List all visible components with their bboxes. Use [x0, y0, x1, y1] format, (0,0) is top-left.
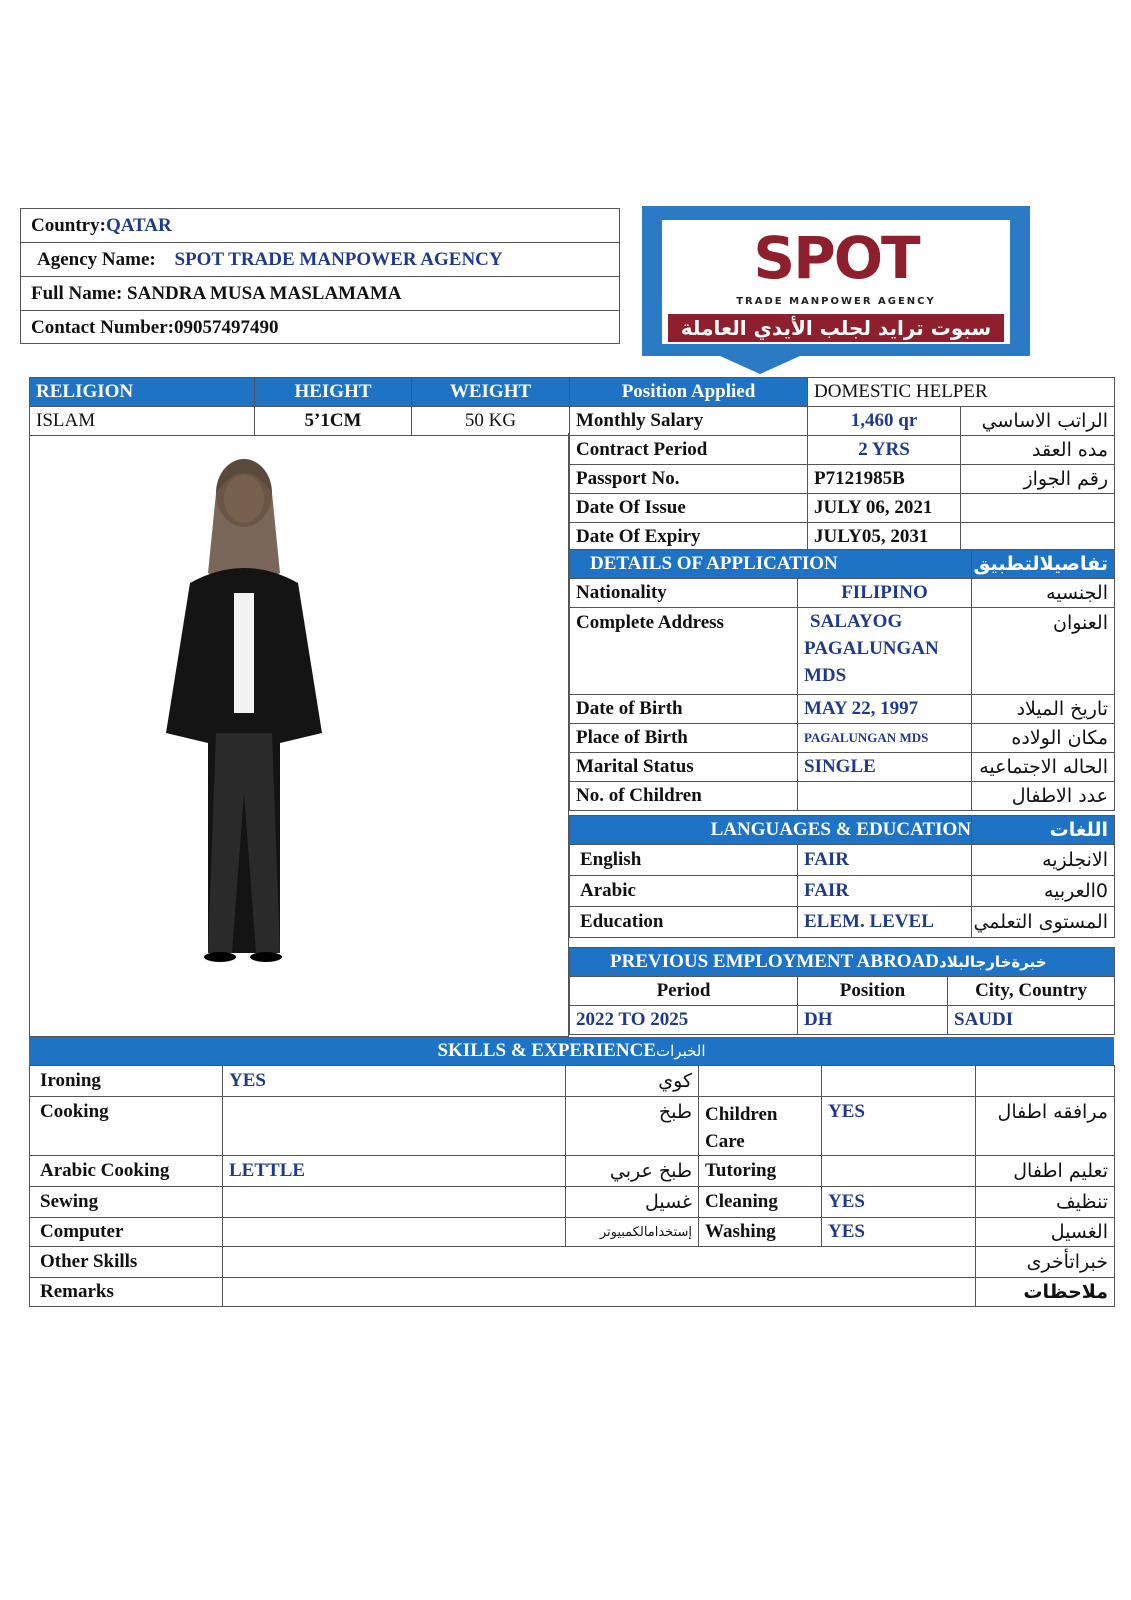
expiry-value: JULY05, 2031	[808, 523, 961, 552]
position-value-emp: DH	[798, 1006, 948, 1035]
salary-value: 1,460 qr	[808, 407, 961, 436]
salary-label: Monthly Salary	[570, 407, 808, 436]
period-header: Period	[570, 977, 798, 1006]
application-title: DETAILS OF APPLICATION	[570, 550, 972, 579]
nationality-ar: الجنسيه	[972, 579, 1115, 608]
passport-value: P7121985B	[808, 465, 961, 494]
sewing-label: Sewing	[30, 1187, 223, 1218]
period-value: 2022 TO 2025	[570, 1006, 798, 1035]
english-value: FAIR	[798, 845, 972, 876]
issue-value: JULY 06, 2021	[808, 494, 961, 523]
position-header: Position	[798, 977, 948, 1006]
applicant-photo	[30, 433, 570, 1033]
children-label: No. of Children	[570, 782, 798, 811]
employment-title-ar: خبرةخارجالبلاد	[939, 953, 1047, 971]
height-value: 5’1CM	[255, 407, 412, 436]
computer-label: Computer	[30, 1218, 223, 1247]
children-ar: عدد الاطفال	[972, 782, 1115, 811]
issue-ar	[961, 494, 1115, 523]
other-skills-label: Other Skills	[30, 1247, 223, 1278]
weight-value: 50 KG	[412, 407, 570, 436]
childcare-line-1: Children	[705, 1104, 778, 1125]
arabic-cooking-ar: طبخ عربي	[566, 1156, 699, 1187]
ironing-label: Ironing	[30, 1066, 223, 1097]
city-header: City, Country	[948, 977, 1115, 1006]
empty-cell	[699, 1066, 822, 1097]
languages-table	[569, 815, 1115, 938]
city-value: SAUDI	[948, 1006, 1115, 1035]
logo-tagline: TRADE MANPOWER AGENCY	[736, 296, 936, 307]
arabic-cooking-value: LETTLE	[223, 1156, 566, 1187]
country-value: QATAR	[105, 215, 172, 236]
logo-inner	[662, 220, 1010, 344]
education-ar: المستوى التعلمي	[972, 907, 1115, 938]
empty-cell	[822, 1066, 976, 1097]
issue-label: Date Of Issue	[570, 494, 808, 523]
height-header: HEIGHT	[255, 378, 412, 407]
employment-title-en: PREVIOUS EMPLOYMENT ABROAD	[610, 951, 940, 972]
arabic-ar: 0العربيه	[972, 876, 1115, 907]
weight-header: WEIGHT	[412, 378, 570, 407]
agency-value: SPOT TRADE MANPOWER AGENCY	[174, 249, 503, 270]
childcare-ar: مرافقه اطفال	[976, 1097, 1115, 1156]
religion-header: RELIGION	[30, 378, 255, 407]
photo-area	[29, 433, 569, 1037]
arabic-label: Arabic	[570, 876, 798, 907]
tutoring-label: Tutoring	[699, 1156, 822, 1187]
ironing-ar: كوي	[566, 1066, 699, 1097]
country-row	[21, 209, 619, 243]
childcare-label	[699, 1097, 822, 1156]
children-value	[798, 782, 972, 811]
english-ar: الانجلزيه	[972, 845, 1115, 876]
agency-row	[21, 243, 619, 277]
contract-value: 2 YRS	[808, 436, 961, 465]
marital-ar: الحاله الاجتماعيه	[972, 753, 1115, 782]
pob-ar: مكان الولاده	[972, 724, 1115, 753]
languages-title-ar: اللغات	[972, 816, 1115, 845]
cleaning-label: Cleaning	[699, 1187, 822, 1218]
skills-table	[29, 1065, 1115, 1307]
skills-header	[29, 1037, 1114, 1065]
computer-ar: إستخدامالكمبيوتر	[566, 1218, 699, 1247]
employment-title	[570, 948, 1115, 977]
dob-label: Date of Birth	[570, 695, 798, 724]
empty-cell	[976, 1066, 1115, 1097]
marital-value: SINGLE	[798, 753, 972, 782]
passport-label: Passport No.	[570, 465, 808, 494]
application-title-ar: تفاصيلالتطبيق	[972, 550, 1115, 579]
logo-brand: SPOT	[753, 224, 919, 292]
cooking-value	[223, 1097, 566, 1156]
cleaning-value: YES	[822, 1187, 976, 1218]
washing-value: YES	[822, 1218, 976, 1247]
address-line-2: PAGALUNGAN	[804, 638, 939, 659]
arabic-value: FAIR	[798, 876, 972, 907]
pob-label: Place of Birth	[570, 724, 798, 753]
arabic-cooking-label: Arabic Cooking	[30, 1156, 223, 1187]
other-skills-value	[223, 1247, 976, 1278]
country-label: Country:	[31, 215, 106, 236]
logo-pointer	[720, 356, 800, 374]
skills-title: SKILLS & EXPERIENCE	[437, 1040, 657, 1061]
pob-value: PAGALUNGAN MDS	[798, 724, 972, 753]
remarks-ar: ملاحظات	[976, 1278, 1115, 1307]
logo-arabic: سبوت ترايد لجلب الأيدي العاملة	[668, 314, 1004, 342]
agency-label: Agency Name:	[37, 249, 156, 270]
marital-label: Marital Status	[570, 753, 798, 782]
education-label: Education	[570, 907, 798, 938]
header-info-box	[20, 208, 620, 344]
remarks-label: Remarks	[30, 1278, 223, 1307]
languages-header	[570, 816, 1115, 845]
dob-value: MAY 22, 1997	[798, 695, 972, 724]
nationality-label: Nationality	[570, 579, 798, 608]
address-line-3: MDS	[804, 665, 847, 686]
tutoring-value	[822, 1156, 976, 1187]
other-skills-ar: خبراتأخرى	[976, 1247, 1115, 1278]
expiry-label: Date Of Expiry	[570, 523, 808, 552]
full-name-row: Full Name: SANDRA MUSA MASLAMAMA	[21, 277, 619, 311]
education-value: ELEM. LEVEL	[798, 907, 972, 938]
employment-table	[569, 947, 1115, 1035]
childcare-value: YES	[822, 1097, 976, 1156]
computer-value	[223, 1218, 566, 1247]
washing-label: Washing	[699, 1218, 822, 1247]
address-line-1: SALAYOG	[810, 611, 903, 632]
contract-ar: مده العقد	[961, 436, 1115, 465]
languages-title: LANGUAGES & EDUCATION	[570, 816, 972, 845]
ironing-value: YES	[223, 1066, 566, 1097]
english-label: English	[570, 845, 798, 876]
employment-header	[570, 948, 1115, 977]
expiry-ar	[961, 523, 1115, 552]
cooking-ar: طبخ	[566, 1097, 699, 1156]
address-label: Complete Address	[570, 608, 798, 695]
physical-table	[29, 377, 570, 436]
childcare-line-2: Care	[705, 1131, 745, 1152]
application-table	[569, 549, 1115, 811]
nationality-value: FILIPINO	[798, 579, 972, 608]
position-table	[569, 377, 1115, 552]
dob-ar: تاريخ الميلاد	[972, 695, 1115, 724]
cleaning-ar: تنظيف	[976, 1187, 1115, 1218]
position-value: DOMESTIC HELPER	[808, 378, 1115, 407]
application-header	[570, 550, 1115, 579]
tutoring-ar: تعليم اطفال	[976, 1156, 1115, 1187]
contact-row: Contact Number:09057497490	[31, 317, 279, 338]
agency-logo	[642, 206, 1030, 356]
position-label: Position Applied	[570, 378, 808, 407]
contract-label: Contract Period	[570, 436, 808, 465]
washing-ar: الغسيل	[976, 1218, 1115, 1247]
sewing-value	[223, 1187, 566, 1218]
religion-value: ISLAM	[30, 407, 255, 436]
address-value	[798, 608, 972, 695]
address-ar: العنوان	[972, 608, 1115, 695]
sewing-ar: غسيل	[566, 1187, 699, 1218]
remarks-value	[223, 1278, 976, 1307]
skills-title-ar: الخبرات	[656, 1042, 706, 1060]
passport-ar: رقم الجواز	[961, 465, 1115, 494]
salary-ar: الراتب الاساسي	[961, 407, 1115, 436]
cooking-label: Cooking	[30, 1097, 223, 1156]
